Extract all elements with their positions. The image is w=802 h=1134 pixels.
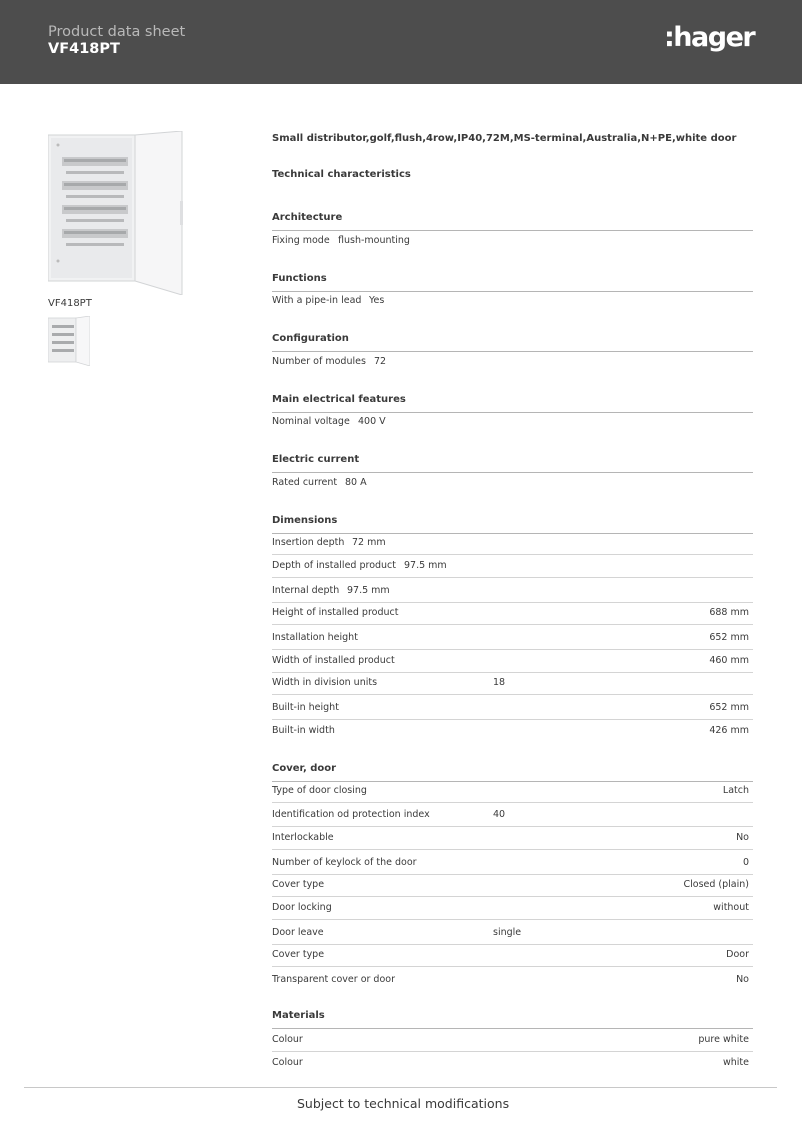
spec-value: 460 mm [709,655,749,666]
spec-label: Door locking [272,902,332,913]
spec-label: Width of installed product [272,655,395,666]
row-divider [272,649,753,650]
spec-value: Latch [722,785,749,796]
row-divider [272,719,753,720]
spec-row [272,828,753,850]
spec-row [272,698,753,720]
spec-row [272,628,753,650]
spec-value: single [493,927,522,938]
section-title: Dimensions [272,515,338,526]
row-divider [272,919,753,920]
spec-value: 72 [374,356,387,367]
spec-label: Interlockable [272,832,334,843]
product-image [48,131,184,295]
spec-value: flush-mounting [338,235,410,246]
spec-value: 97.5 mm [404,560,447,571]
row-divider [272,849,753,850]
spec-value: No [736,974,749,985]
section-title: Configuration [272,333,349,344]
page-subtitle: Product data sheet [48,24,186,40]
brand-wordmark: :hager [664,22,755,53]
spec-row [272,651,753,673]
spec-label: Door leave [272,927,324,938]
spec-row [272,781,753,803]
spec-label: Internal depth [272,585,340,596]
spec-value: without [713,902,749,913]
spec-label: Number of modules [272,356,366,367]
section-divider [272,1028,753,1029]
section-title: Electric current [272,454,360,465]
spec-row [272,1053,753,1075]
spec-value: 0 [742,857,749,868]
spec-value: Door [726,949,749,960]
row-divider [272,694,753,695]
section-title: Architecture [272,212,343,223]
spec-value: 400 V [358,416,386,427]
spec-value: 40 [493,809,506,820]
spec-label: Cover type [272,949,325,960]
spec-value: Closed (plain) [683,879,749,890]
row-divider [272,802,753,803]
spec-row [272,291,753,313]
spec-row [272,875,753,897]
spec-label: With a pipe-in lead [272,295,362,306]
spec-label: Colour [272,1057,303,1068]
spec-label: Height of installed product [272,607,399,618]
spec-row [272,721,753,743]
spec-value: 426 mm [709,725,749,736]
section-title: Cover, door [272,763,337,774]
spec-label: Type of door closing [272,785,367,796]
spec-row [272,805,753,827]
spec-value: Yes [369,295,385,306]
spec-value: 688 mm [709,607,749,618]
spec-value: pure white [698,1034,749,1045]
page-header [0,0,802,84]
spec-label: Colour [272,1034,303,1045]
spec-row [272,231,753,253]
spec-label: Built-in height [272,702,339,713]
row-divider [272,826,753,827]
spec-row [272,1030,753,1052]
spec-row [272,533,753,555]
spec-label: Insertion depth [272,537,345,548]
footer-divider [24,1087,777,1088]
spec-row [272,853,753,875]
spec-label: Installation height [272,632,358,643]
product-description: Small distributor,golf,flush,4row,IP40,72M,MS-terminal,Australia,N+PE,white door [272,133,737,144]
spec-value: 80 A [345,477,367,488]
row-divider [272,554,753,555]
spec-label: Width in division units [272,677,378,688]
spec-value: No [736,832,749,843]
row-divider [272,1051,753,1052]
spec-row [272,603,753,625]
row-divider [272,896,753,897]
spec-label: Number of keylock of the door [272,857,417,868]
spec-row [272,581,753,603]
row-divider [272,966,753,967]
spec-label: Transparent cover or door [272,974,395,985]
spec-row [272,923,753,945]
spec-value: 18 [493,677,506,688]
spec-value: 97.5 mm [347,585,390,596]
spec-value: white [723,1057,749,1068]
spec-value: 652 mm [709,632,749,643]
spec-row [272,556,753,578]
spec-label: Depth of installed product [272,560,397,571]
spec-label: Cover type [272,879,325,890]
spec-row [272,970,753,992]
spec-row [272,473,753,495]
page-title: VF418PT [48,41,120,57]
spec-row [272,412,753,434]
footer-note: Subject to technical modifications [297,1096,510,1111]
spec-value: 652 mm [709,702,749,713]
product-image-label: VF418PT [48,298,92,309]
product-thumbnail[interactable] [48,316,90,366]
row-divider [272,624,753,625]
spec-label: Built-in width [272,725,335,736]
section-title: Functions [272,273,327,284]
spec-label: Rated current [272,477,338,488]
spec-row [272,945,753,967]
spec-label: Identification od protection index [272,809,430,820]
section-title: Main electrical features [272,394,406,405]
spec-row [272,673,753,695]
spec-row [272,898,753,920]
spec-value: 72 mm [352,537,386,548]
spec-label: Nominal voltage [272,416,350,427]
spec-row [272,352,753,374]
section-title: Materials [272,1010,325,1021]
technical-heading: Technical characteristics [272,169,411,180]
row-divider [272,577,753,578]
spec-label: Fixing mode [272,235,330,246]
